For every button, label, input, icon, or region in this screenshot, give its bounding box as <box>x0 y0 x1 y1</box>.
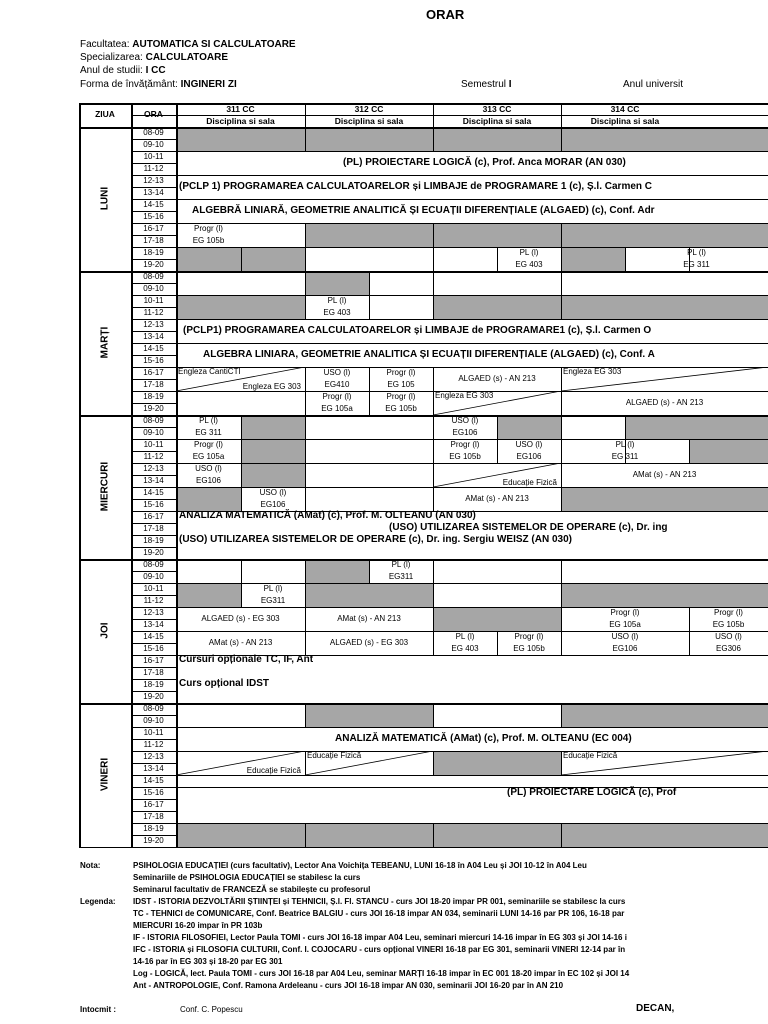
split-edfiz-mie <box>433 463 561 487</box>
grid-line <box>176 787 768 788</box>
nota-line: Seminarul facultativ de FRANCEZĂ se stabilește cu profesorul <box>133 885 371 894</box>
lab-uso-311-mie-room: EG106 <box>196 476 221 485</box>
blocked-slot <box>305 583 433 607</box>
hour-label: 12-13 <box>143 752 164 761</box>
faculty-line <box>80 39 296 50</box>
course-pclp-luni: (PCLP 1) PROGRAMAREA CALCULATOARELOR și LIMBAJE de PROGRAMARE 1 (c), Ș.l. Carmen C <box>179 181 653 192</box>
lab-pl-314-luni-title: PL (l) <box>687 248 706 257</box>
grid-line <box>305 223 306 271</box>
hour-label: 13-14 <box>143 476 164 485</box>
blocked-slot <box>176 295 305 319</box>
split-edfiz-vin-a-bottom: Educație Fizică <box>246 766 301 775</box>
day-label: MIERCURI <box>99 461 111 512</box>
split-edfiz-vin-c <box>561 751 768 775</box>
group-subheader: Disciplina si sala <box>462 116 532 126</box>
lab-progr-312d-marti-room: EG 105b <box>385 404 417 413</box>
form-label: Forma de învățământ: <box>80 79 178 90</box>
grid-line <box>176 343 768 344</box>
hour-label: 17-18 <box>143 236 164 245</box>
academic-year-label: Anul universit <box>623 79 684 90</box>
course-amat-vineri: ANALIZĂ MATEMATICĂ (AMat) (c), Prof. M. OLTEANU (EC 004) <box>335 733 632 744</box>
grid-line <box>497 415 498 439</box>
group-subheader: Disciplina si sala <box>334 116 404 126</box>
lab-pl-314-luni <box>625 247 768 271</box>
hour-label: 12-13 <box>143 608 164 617</box>
hour-label: 10-11 <box>143 728 164 737</box>
legenda-line: 14-16 par în EG 303 și 18-20 par EG 301 <box>133 957 283 966</box>
lab-uso-313-mie-title: USO (l) <box>451 416 479 425</box>
lab-pl-313-luni-room: EG 403 <box>515 260 543 269</box>
blocked-slot <box>241 463 305 487</box>
hour-label: 19-20 <box>143 260 164 269</box>
hour-label: 12-13 <box>143 464 164 473</box>
blocked-slot <box>305 559 369 583</box>
hour-label: 10-11 <box>143 584 164 593</box>
lab-pl-311-mie-room: EG 311 <box>195 428 222 437</box>
grid-line <box>433 703 434 727</box>
hour-label: 08-09 <box>143 128 164 137</box>
spec-value: CALCULATOARE <box>145 52 228 63</box>
col-header-hour: ORA <box>144 109 163 119</box>
hour-label: 19-20 <box>143 404 164 413</box>
hour-label: 14-15 <box>143 344 164 353</box>
spec-line <box>80 52 228 63</box>
split-engleza-marti-b-top: Engleza EG 303 <box>563 367 622 376</box>
lab-pl-311-joi-title: PL (l) <box>263 584 283 593</box>
blocked-slot <box>305 703 433 727</box>
lab-uso-311b-mie-room: EG106 <box>260 500 286 509</box>
hour-label: 13-14 <box>143 188 164 197</box>
lab-pl-313-joi-title: PL (l) <box>455 632 475 641</box>
grid-line <box>176 151 768 152</box>
grid-line <box>176 823 768 824</box>
hour-label: 11-12 <box>143 164 164 173</box>
hour-label: 14-15 <box>143 632 164 641</box>
course-algaed-marti: ALGEBRA LINIARA, GEOMETRIE ANALITICA ȘI ECUAȚII DIFERENȚIALE (ALGAED) (c), Conf. A <box>203 349 655 360</box>
course-pclp-marti: (PCLP1) PROGRAMAREA CALCULATOARELOR și LIMBAJE de PROGRAMARE1 (c), Ș.l. Carmen O <box>183 325 652 336</box>
lab-uso-313-mie-room: EG106 <box>452 428 478 437</box>
lab-pl-312-joi <box>369 559 433 583</box>
hour-label: 17-18 <box>143 524 164 533</box>
lab-pl-311-joi <box>241 583 305 607</box>
day-label: MARȚI <box>99 326 111 359</box>
hour-label: 10-11 <box>143 296 164 305</box>
lab-uso-313b-mie-title: USO (l) <box>515 440 543 449</box>
lab-uso-311-mie <box>176 463 241 487</box>
split-engleza-marti-a-bottom: Engleza EG 303 <box>242 382 301 391</box>
grid-line <box>561 703 562 727</box>
lab-progr-311-luni-title: Progr (l) <box>194 224 223 233</box>
hour-label: 15-16 <box>143 356 164 365</box>
faculty-value: AUTOMATICA SI CALCULATOARE <box>132 39 296 50</box>
seminar-amat-312-joi: AMat (s) - AN 213 <box>337 614 401 623</box>
lab-uso-312-marti <box>305 367 369 391</box>
lab-progr-314a-joi-room: EG 105a <box>609 620 641 629</box>
hour-label: 16-17 <box>143 368 164 377</box>
form-value: INGINERI ZI <box>180 79 237 90</box>
lab-uso-314a-joi-title: USO (l) <box>611 632 639 641</box>
lab-uso-312-marti-room: EG410 <box>324 380 350 389</box>
hour-label: 15-16 <box>143 644 164 653</box>
day-label: VINERI <box>99 757 111 792</box>
split-engleza-marti-a <box>176 367 305 391</box>
lab-pl-312-marti <box>305 295 369 319</box>
seminar-algaed-312-joi: ALGAED (s) - EG 303 <box>329 638 409 647</box>
lab-progr-314b-joi <box>689 607 768 631</box>
hour-label: 18-19 <box>143 680 164 689</box>
lab-pl-311-mie <box>176 415 241 439</box>
hour-label: 15-16 <box>143 212 164 221</box>
grid-line <box>305 703 306 727</box>
hour-label: 17-18 <box>143 668 164 677</box>
group-subheader: Disciplina si sala <box>206 116 275 126</box>
lab-pl-311-mie-title: PL (l) <box>199 416 218 425</box>
intocmit-label: Intocmit : <box>80 1005 116 1014</box>
lab-uso-313b-mie <box>497 439 561 463</box>
hour-label: 08-09 <box>143 560 164 569</box>
hour-label: 17-18 <box>143 380 164 389</box>
seminar-algaed-311-joi: ALGAED (s) - EG 303 <box>201 614 280 623</box>
blocked-slot <box>433 295 768 319</box>
grid-line <box>79 271 768 273</box>
hour-label: 08-09 <box>143 272 164 281</box>
course-idst-joi: Curs opțional IDST <box>179 678 269 689</box>
hour-label: 14-15 <box>143 776 164 785</box>
lab-progr-311-mie-title: Progr (l) <box>194 440 223 449</box>
lab-progr-314a-joi-title: Progr (l) <box>610 608 640 617</box>
hour-label: 16-17 <box>143 656 164 665</box>
grid-line <box>561 271 562 319</box>
hour-label: 15-16 <box>143 500 164 509</box>
hour-label: 11-12 <box>143 740 164 749</box>
lab-uso-314b-joi-room: EG306 <box>716 644 741 653</box>
lab-progr-313-joi-title: Progr (l) <box>514 632 544 641</box>
lab-progr-313-mie-title: Progr (l) <box>450 440 480 449</box>
lab-progr-311-luni-room: EG 105b <box>192 236 225 245</box>
hour-label: 08-09 <box>143 416 164 425</box>
grid-line <box>79 703 768 705</box>
hour-label: 19-20 <box>143 692 164 701</box>
blocked-slot <box>241 439 305 463</box>
lab-progr-312b-marti-room: EG 105 <box>387 380 415 389</box>
blocked-slot <box>241 415 305 439</box>
year-value: I CC <box>145 65 166 76</box>
grid-line <box>561 127 562 151</box>
blocked-slot <box>561 703 768 727</box>
legenda-line: IFC - ISTORIA și FILOSOFIA CULTURII, Conf. I. COJOCARU - curs opțional VINERI 16-18 par EG 301, seminarii VINERI 12-14 par în <box>133 945 626 954</box>
group-subheader: Disciplina si sala <box>590 116 660 126</box>
grid-line <box>176 199 768 200</box>
lab-progr-312c-marti <box>305 391 369 415</box>
grid-line <box>305 823 306 847</box>
hour-label: 15-16 <box>143 788 164 797</box>
grid-line <box>241 247 242 271</box>
hour-label: 13-14 <box>143 332 164 341</box>
hour-label: 12-13 <box>143 176 164 185</box>
seminar-amat-311-joi: AMat (s) - AN 213 <box>208 638 273 647</box>
decan-label: DECAN, <box>636 1003 675 1014</box>
lab-pl-314-mie-room: EG 311 <box>611 452 639 461</box>
grid-line <box>433 823 434 847</box>
lab-progr-314a-joi <box>561 607 689 631</box>
hour-label: 08-09 <box>143 704 164 713</box>
legenda-line: TC - TEHNICI de COMUNICARE, Conf. Beatrice BALGIU - curs JOI 16-18 impar AN 034, seminarii LUNI 14-16 par PR 106, 16-18 par <box>133 909 625 918</box>
faculty-label: Facultatea: <box>80 39 130 50</box>
grid-line <box>305 127 306 151</box>
lab-uso-314b-joi <box>689 631 768 655</box>
lab-progr-312d-marti <box>369 391 433 415</box>
lab-progr-314b-joi-room: EG 105b <box>712 620 745 629</box>
semester-line <box>461 79 512 90</box>
split-engleza-marti-c <box>433 391 561 415</box>
blocked-slot <box>305 271 369 295</box>
blocked-slot <box>561 247 625 271</box>
lab-uso-311b-mie-title: USO (l) <box>259 488 287 497</box>
lab-uso-314a-joi-room: EG106 <box>612 644 638 653</box>
lab-progr-312b-marti-title: Progr (l) <box>386 368 416 377</box>
blocked-slot <box>305 223 768 247</box>
nota-label: Nota: <box>80 861 101 870</box>
split-engleza-marti-c-top: Engleza EG 303 <box>435 391 494 400</box>
hour-label: 10-11 <box>143 440 164 449</box>
course-pl-luni: (PL) PROIECTARE LOGICĂ (c), Prof. Anca MORAR (AN 030) <box>343 157 626 168</box>
page-title: ORAR <box>426 7 465 22</box>
grid-line <box>433 271 434 319</box>
intocmit-name: Conf. C. Popescu <box>180 1005 243 1014</box>
lab-pl-313-luni <box>497 247 561 271</box>
hour-label: 18-19 <box>143 824 164 833</box>
hour-label: 18-19 <box>143 536 164 545</box>
lab-progr-311-mie <box>176 439 241 463</box>
lab-pl-314-mie <box>561 439 689 463</box>
form-line <box>80 79 237 90</box>
blocked-slot <box>561 487 768 511</box>
grid-line <box>176 727 768 728</box>
grid-line <box>176 175 768 176</box>
legenda-label: Legenda: <box>80 897 116 906</box>
grid-line <box>433 751 434 775</box>
seminar-algaed-313-marti: ALGAED (s) - AN 213 <box>458 374 536 383</box>
legenda-line: MIERCURI 16-20 impar în PR 103b <box>133 921 263 930</box>
lab-pl-312-marti-title: PL (l) <box>327 296 347 305</box>
hour-label: 09-10 <box>143 428 164 437</box>
grid-line <box>79 127 768 129</box>
grid-line <box>433 223 434 271</box>
hour-label: 16-17 <box>143 800 164 809</box>
hour-label: 17-18 <box>143 812 164 821</box>
grid-line <box>561 823 562 847</box>
hour-label: 12-13 <box>143 320 164 329</box>
year-line <box>80 65 166 76</box>
lab-progr-313-mie-room: EG 105b <box>449 452 481 461</box>
blocked-slot <box>433 751 561 775</box>
grid-line <box>176 223 768 224</box>
grid-line <box>176 319 768 320</box>
lab-uso-314b-joi-title: USO (l) <box>715 632 742 641</box>
grid-line <box>561 223 562 271</box>
lab-pl-314-mie-title: PL (l) <box>615 440 635 449</box>
lab-uso-312-marti-title: USO (l) <box>323 368 351 377</box>
course-uso-mie-b: (USO) UTILIZAREA SISTEMELOR DE OPERARE (c), Dr. ing. Sergiu WEISZ (AN 030) <box>179 534 572 545</box>
blocked-slot <box>561 583 768 607</box>
grid-line <box>305 415 306 511</box>
course-pl-vineri: (PL) PROIECTARE LOGICĂ (c), Prof <box>507 787 677 798</box>
split-edfiz-vin-a <box>176 751 305 775</box>
lab-uso-313b-mie-room: EG106 <box>516 452 542 461</box>
lab-pl-312-marti-room: EG 403 <box>323 308 351 317</box>
lab-pl-313-luni-title: PL (l) <box>519 248 539 257</box>
blocked-slot <box>625 415 768 439</box>
blocked-slot <box>176 487 241 511</box>
timetable-grid <box>79 103 768 848</box>
hour-label: 19-20 <box>143 548 164 557</box>
lab-progr-311-luni <box>176 223 241 247</box>
hour-label: 18-19 <box>143 392 164 401</box>
grid-line <box>176 775 768 776</box>
course-optional-joi: Cursuri opționale TC, IF, Ant <box>179 654 314 665</box>
semester-value: I <box>508 79 512 90</box>
grid-line <box>79 847 768 848</box>
lab-progr-312d-marti-title: Progr (l) <box>386 392 416 401</box>
lab-progr-312c-marti-room: EG 105a <box>321 404 353 413</box>
lab-uso-311b-mie <box>241 487 305 511</box>
seminar-algaed-314-marti: ALGAED (s) - AN 213 <box>625 398 704 407</box>
legenda-line: IF - ISTORIA FILOSOFIEI, Lector Paula TOMI - curs JOI 16-18 impar A04 Leu, seminari miercuri 14-16 impar în EG 303 și JOI 14-16 i <box>133 933 627 942</box>
split-engleza-marti-a-top: Engleza CantiCTI <box>178 367 241 376</box>
lab-pl-312-joi-title: PL (l) <box>391 560 411 569</box>
blocked-slot <box>689 439 768 463</box>
hour-label: 11-12 <box>143 308 164 317</box>
legenda-line: IDST - ISTORIA DEZVOLTĂRII ȘTIINȚEI și TEHNICII, Ș.l. Fl. STANCU - curs JOI 18-20 impar PR 001, seminariile se stabilesc la curs <box>133 897 626 906</box>
year-label: Anul de studii: <box>80 65 143 76</box>
blocked-slot <box>176 127 768 151</box>
col-header-day: ZIUA <box>95 109 115 119</box>
split-edfiz-vin-c-top: Educație Fizică <box>563 751 618 760</box>
legenda-line: Log - LOGICĂ, lect. Paula TOMI - curs JOI 16-18 par A04 Leu, seminar MARȚI 16-18 impar în EC 001 18-20 impar în EC 102 și JOI 14 <box>133 969 630 978</box>
split-engleza-marti-b <box>561 367 768 391</box>
nota-line: Seminariile de PSIHOLOGIA EDUCAȚIEI se stabilesc la curs <box>133 873 361 882</box>
course-uso-mie-a: (USO) UTILIZAREA SISTEMELOR DE OPERARE (c), Dr. ing <box>389 522 668 533</box>
day-label: LUNI <box>99 186 111 211</box>
legenda-line: Ant - ANTROPOLOGIE, Conf. Ramona Ardeleanu - curs JOI 16-18 impar AN 030, seminarii JOI 16-20 par în AN 210 <box>133 981 564 990</box>
blocked-slot <box>176 583 241 607</box>
lab-uso-311-mie-title: USO (l) <box>195 464 222 473</box>
hour-label: 19-20 <box>143 836 164 845</box>
hour-label: 11-12 <box>143 452 164 461</box>
course-algaed-luni: ALGEBRĂ LINIARĂ, GEOMETRIE ANALITICĂ ȘI ECUAȚII DIFERENȚIALE (ALGAED) (c), Conf. Adr <box>192 205 655 216</box>
blocked-slot <box>497 415 561 439</box>
lab-pl-314-luni-room: EG 311 <box>683 260 710 269</box>
split-edfiz-vin-b-top: Educație Fizică <box>307 751 362 760</box>
lab-progr-313-joi-room: EG 105b <box>513 644 545 653</box>
hour-label: 16-17 <box>143 224 164 233</box>
group-header: 312 CC <box>354 104 384 114</box>
lab-pl-313-joi <box>433 631 497 655</box>
hour-label: 09-10 <box>143 572 164 581</box>
lab-progr-314b-joi-title: Progr (l) <box>714 608 743 617</box>
lab-progr-313-mie <box>433 439 497 463</box>
group-header: 313 CC <box>482 104 512 114</box>
grid-line <box>689 439 690 463</box>
hour-label: 14-15 <box>143 200 164 209</box>
hour-label: 13-14 <box>143 620 164 629</box>
spec-label: Specializarea: <box>80 52 143 63</box>
nota-line: PSIHOLOGIA EDUCAȚIEI (curs facultativ), Lector Ana Voichița TEBEANU, LUNI 16-18 în A04 Leu și JOI 10-12 în A04 Leu <box>133 861 587 870</box>
hour-label: 09-10 <box>143 284 164 293</box>
seminar-amat-314-mie: AMat (s) - AN 213 <box>632 470 697 479</box>
hour-label: 13-14 <box>143 764 164 773</box>
split-edfiz-vin-b <box>305 751 433 775</box>
hour-label: 09-10 <box>143 140 164 149</box>
split-edfiz-mie-bottom: Educație Fizică <box>502 478 557 487</box>
grid-line <box>79 103 81 848</box>
lab-pl-311-joi-room: EG311 <box>260 596 286 605</box>
course-amat-mie: ANALIZA MATEMATICĂ (AMat) (c), Prof. M. OLTEANU (AN 030) <box>179 510 476 521</box>
grid-line <box>369 271 370 319</box>
lab-uso-314a-joi <box>561 631 689 655</box>
lab-uso-313-mie <box>433 415 497 439</box>
hour-label: 16-17 <box>143 512 164 521</box>
group-header: 314 CC <box>610 104 640 114</box>
group-header: 311 CC <box>226 104 255 114</box>
grid-line <box>176 295 768 296</box>
lab-progr-312b-marti <box>369 367 433 391</box>
blocked-slot <box>433 607 561 631</box>
hour-label: 09-10 <box>143 716 164 725</box>
lab-pl-313-joi-room: EG 403 <box>451 644 479 653</box>
blocked-slot <box>176 823 768 847</box>
notes-section <box>80 859 768 1019</box>
seminar-amat-313-mie: AMat (s) - AN 213 <box>465 494 529 503</box>
lab-pl-312-joi-room: EG311 <box>388 572 414 581</box>
lab-progr-312c-marti-title: Progr (l) <box>322 392 352 401</box>
hour-label: 11-12 <box>143 596 164 605</box>
semester-label: Semestrul <box>461 79 507 90</box>
hour-label: 18-19 <box>143 248 164 257</box>
lab-progr-313-joi <box>497 631 561 655</box>
hour-label: 14-15 <box>143 488 164 497</box>
lab-progr-311-mie-room: EG 105a <box>192 452 225 461</box>
grid-line <box>433 127 434 151</box>
day-label: JOI <box>99 622 111 639</box>
hour-label: 10-11 <box>143 152 164 161</box>
